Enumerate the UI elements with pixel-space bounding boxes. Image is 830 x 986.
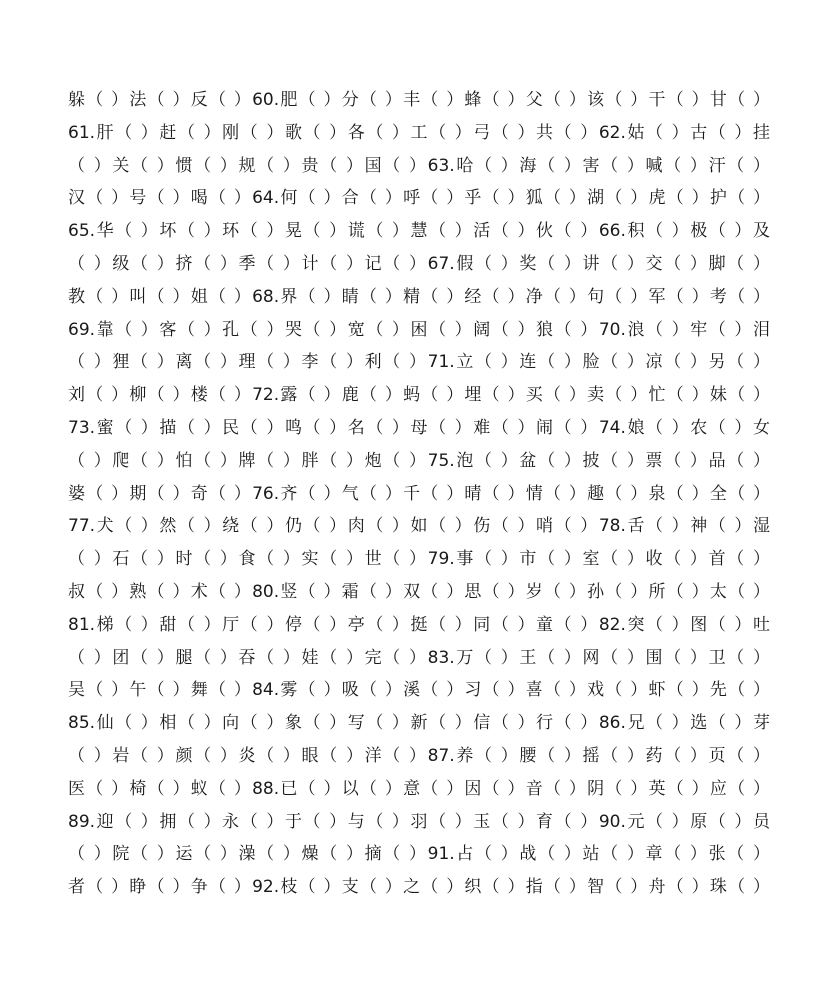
text-line: 61.肝（ ）赶（ ）刚（ ）歌（ ）各（ ）工（ ）弓（ ）共（ ）62.姑（ ）古（ ）挂 <box>68 122 770 143</box>
text-line: 刘（ ）柳（ ）楼（ ）72.露（ ）鹿（ ）蚂（ ）埋（ ）买（ ）卖（ ）忙（ ）妹（ ） <box>68 385 770 406</box>
text-line: 81.梯（ ）甜（ ）厅（ ）停（ ）亭（ ）挺（ ）同（ ）童（ ）82.突（ ）图（ ）吐 <box>68 614 770 635</box>
text-line: 躲（ ）法（ ）反（ ）60.肥（ ）分（ ）丰（ ）蜂（ ）父（ ）该（ ）干（ ）甘（ ） <box>68 90 770 110</box>
text-line: 73.蜜（ ）描（ ）民（ ）鸣（ ）名（ ）母（ ）难（ ）闹（ ）74.娘（ ）农（ ）女 <box>68 417 770 438</box>
text-line: 77.犬（ ）然（ ）绕（ ）仍（ ）肉（ ）如（ ）伤（ ）哨（ ）78.舌（ ）神（ ）湿 <box>68 516 770 537</box>
text-body <box>68 84 770 904</box>
text-line: （ ）爬（ ）怕（ ）牌（ ）胖（ ）炮（ ）75.泡（ ）盆（ ）披（ ）票（ ）品（ ） <box>68 450 770 471</box>
text-line: （ ）团（ ）腿（ ）吞（ ）娃（ ）完（ ）83.万（ ）王（ ）网（ ）围（ ）卫（ ） <box>68 647 770 668</box>
text-line: 89.迎（ ）拥（ ）永（ ）于（ ）与（ ）羽（ ）玉（ ）育（ ）90.元（ ）原（ ）员 <box>68 811 770 832</box>
text-line: 教（ ）叫（ ）姐（ ）68.界（ ）睛（ ）精（ ）经（ ）净（ ）句（ ）军（ ）考（ ） <box>68 286 770 307</box>
text-line: 汉（ ）号（ ）喝（ ）64.何（ ）合（ ）呼（ ）乎（ ）狐（ ）湖（ ）虎（ ）护（ ） <box>68 188 770 209</box>
text-line: （ ）院（ ）运（ ）澡（ ）燥（ ）摘（ ）91.占（ ）战（ ）站（ ）章（ ）张（ ） <box>68 844 770 865</box>
text-line: 吴（ ）午（ ）舞（ ）84.雾（ ）吸（ ）溪（ ）习（ ）喜（ ）戏（ ）虾（ ）先（ ） <box>68 680 770 701</box>
text-line: 叔（ ）熟（ ）术（ ）80.竖（ ）霜（ ）双（ ）思（ ）岁（ ）孙（ ）所（ ）太（ ） <box>68 581 770 602</box>
text-line: （ ）石（ ）时（ ）食（ ）实（ ）世（ ）79.事（ ）市（ ）室（ ）收（ ）首（ ） <box>68 549 770 570</box>
text-line: （ ）岩（ ）颜（ ）炎（ ）眼（ ）洋（ ）87.养（ ）腰（ ）摇（ ）药（ ）页（ ） <box>68 745 770 766</box>
text-line: 者（ ）睁（ ）争（ ）92.枝（ ）支（ ）之（ ）织（ ）指（ ）智（ ）舟（ ）珠（ ） <box>68 877 770 898</box>
text-line: 69.靠（ ）客（ ）孔（ ）哭（ ）宽（ ）困（ ）阔（ ）狼（ ）70.浪（ ）牢（ ）泪 <box>68 319 770 340</box>
text-line: 65.华（ ）坏（ ）环（ ）晃（ ）谎（ ）慧（ ）活（ ）伙（ ）66.积（ ）极（ ）及 <box>68 221 770 242</box>
text-line: （ ）狸（ ）离（ ）理（ ）李（ ）利（ ）71.立（ ）连（ ）脸（ ）凉（ ）另（ ） <box>68 352 770 373</box>
text-line: （ ）关（ ）惯（ ）规（ ）贵（ ）国（ ）63.哈（ ）海（ ）害（ ）喊（ ）汗（ ） <box>68 155 770 176</box>
text-line: 婆（ ）期（ ）奇（ ）76.齐（ ）气（ ）千（ ）晴（ ）情（ ）趣（ ）泉（ ）全（ ） <box>68 483 770 504</box>
text-line: 85.仙（ ）相（ ）向（ ）象（ ）写（ ）新（ ）信（ ）行（ ）86.兄（ ）选（ ）芽 <box>68 713 770 734</box>
text-line: （ ）级（ ）挤（ ）季（ ）计（ ）记（ ）67.假（ ）奖（ ）讲（ ）交（ ）脚（ ） <box>68 253 770 274</box>
text-line: 医（ ）椅（ ）蚁（ ）88.已（ ）以（ ）意（ ）因（ ）音（ ）阴（ ）英（ ）应（ ） <box>68 778 770 799</box>
